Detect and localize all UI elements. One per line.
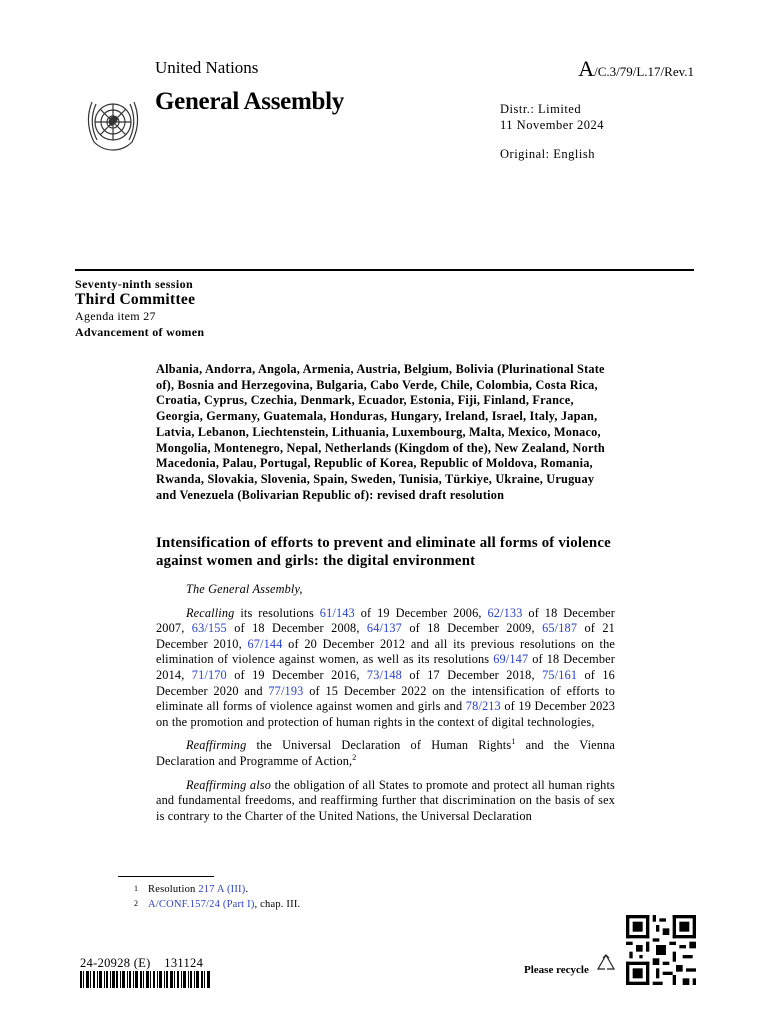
committee: Third Committee [75,291,196,308]
distribution-block [500,101,604,133]
document-number: 24-20928 (E) 131124 [80,956,204,970]
resolution-link[interactable]: 71/170 [191,667,227,682]
resolution-link[interactable]: 65/187 [542,621,578,636]
footnote-divider [118,876,214,877]
footnote: 1 Resolution 217 A (III). [134,884,249,895]
session: Seventy-ninth session [75,277,194,291]
qr-code-icon [626,915,696,985]
resolution-link[interactable]: 69/147 [493,652,529,667]
symbol-rest: /C.3/79/L.17/Rev.1 [594,64,694,79]
distribution: Distr.: Limited [500,102,582,116]
paragraph-reaffirming-also: Reaffirming also the obligation of all States to promote and protect all human rights and fundamental freedoms, and reaffirming further that discrimination on the basis of sex is contrary to the Charter of the United Nations, the Universal Declaration [156,777,615,823]
paragraph-recalling: Recalling its resolutions 61/143 of 19 December 2006, 62/133 of 18 December 2007, 63/155 of 18 December 2008, 64/137 of 18 December 2009, 65/187 of 21 December 2010, 67/144 of 20 December 2012 and all its previous resolutions on the elimination of violence against women, as well as its resolutions 69/147 of 18 December 2014, 71/170 of 19 December 2016, 73/148 of 17 December 2018, 75/161 of 16 December 2020 and 77/193 of 15 December 2022 on the intensification of efforts to eliminate all forms of violence against women and girls and 78/213 of 19 December 2023 on the promotion and protection of human rights in the context of digital technologies, [156,605,615,729]
resolution-link[interactable]: 64/137 [366,621,402,636]
barcode-icon [80,971,210,988]
document-symbol [578,56,694,82]
resolution-link[interactable]: 67/144 [247,636,283,651]
resolution-link[interactable]: 77/193 [268,683,304,698]
original-language: Original: English [500,147,595,161]
resolution-link[interactable]: 78/213 [465,699,501,714]
opening-line: The General Assembly, [186,582,303,596]
issue-date: 11 November 2024 [500,118,605,132]
agenda-topic: Advancement of women [75,325,205,339]
body-name: General Assembly [155,88,344,115]
symbol-prefix: A [578,56,595,81]
resolution-link[interactable]: 63/155 [191,621,227,636]
recycle-icon [594,952,618,976]
sponsors-list: Albania, Andorra, Angola, Armenia, Austria, Belgium, Bolivia (Plurinational State of), Bosnia and Herzegovina, Bulgaria, Cabo Verde, Chile, Colombia, Costa Rica, Croatia, Cyprus, Czechia, Denmark, Ecuador, Estonia, Fiji, Finland, France, Georgia, Germany, Guatemala, Honduras, Hungary, Ireland, Israel, Italy, Japan, Latvia, Lebanon, Liechtenstein, Lithuania, Luxembourg, Malta, Mexico, Monaco, Mongolia, Montenegro, Nepal, Netherlands (Kingdom of the), New Zealand, North Macedonia, Palau, Portugal, Republic of Korea, Republic of Moldova, Romania, Rwanda, Slovakia, Slovenia, Spain, Sweden, Tunisia, Türkiye, Ukraine, Uruguay and Venezuela (Bolivarian Republic of): revised draft resolution [156,362,605,502]
paragraph-reaffirming: Reaffirming the Universal Declaration of Human Rights$^1$ and the Vienna Declaration and Programme of Action,$^2$ [156,737,615,768]
recycle-note: Please recycle [524,964,589,976]
footnote-link[interactable]: 217 A (III) [198,884,246,895]
organization-name: United Nations [155,58,259,77]
un-emblem-icon [80,92,146,154]
resolution-link[interactable]: 75/161 [542,667,578,682]
footnote-ref[interactable]: 1 [511,737,516,747]
resolution-link[interactable]: 62/133 [487,605,523,620]
resolution-link[interactable]: 73/148 [366,667,402,682]
footnote-link[interactable]: A/CONF.157/24 (Part I) [148,899,255,910]
agenda-item: Agenda item 27 [75,309,156,323]
header-divider [75,269,694,271]
resolution-title: Intensification of efforts to prevent and eliminate all forms of violence against women and girls: the digital environment [156,535,611,569]
footnote: 2 A/CONF.157/24 (Part I), chap. III. [134,899,301,910]
resolution-link[interactable]: 61/143 [319,605,355,620]
footnote-ref[interactable]: 2 [352,752,357,762]
resolution-body [156,582,615,832]
